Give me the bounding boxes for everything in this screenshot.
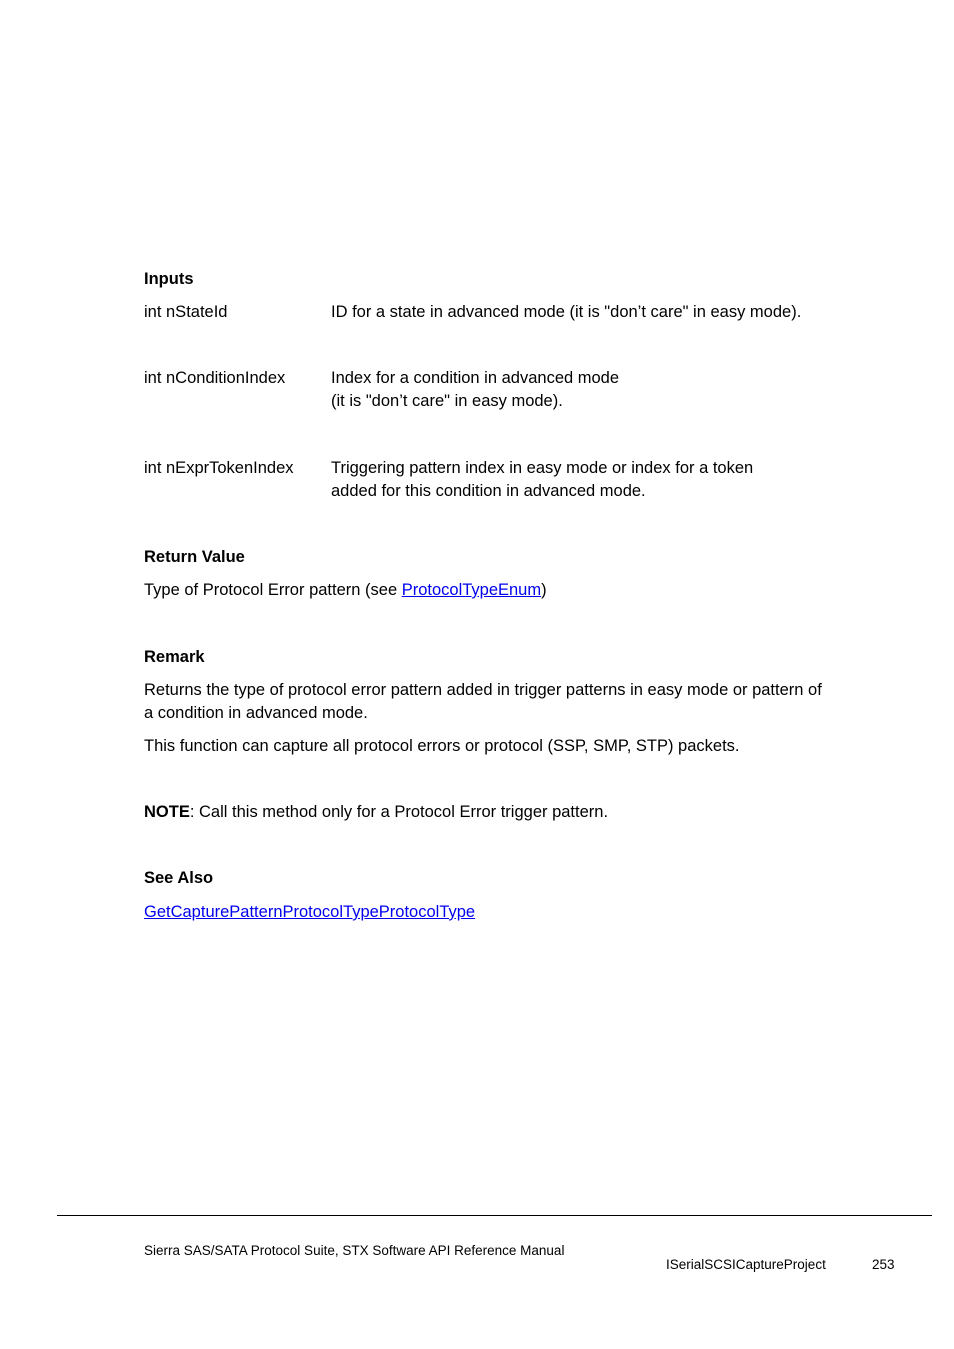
see-also-heading: See Also <box>144 869 214 887</box>
param-desc-line: Triggering pattern index in easy mode or index for a token <box>331 459 754 477</box>
param-desc-nstateid <box>331 301 911 324</box>
param-desc-line: (it is "don’t care" in easy mode). <box>331 392 563 410</box>
param-name-nconditionindex: int nConditionIndex <box>144 369 286 387</box>
note <box>144 801 608 824</box>
remark-heading: Remark <box>144 648 205 666</box>
footer-manual-title: Sierra SAS/SATA Protocol Suite, STX Software API Reference Manual <box>144 1243 565 1258</box>
note-label: NOTE <box>144 803 190 821</box>
footer-section: ISerialSCSICaptureProject <box>666 1257 826 1272</box>
param-name-nexprtokenindex: int nExprTokenIndex <box>144 459 294 477</box>
protocol-type-enum-link[interactable]: ProtocolTypeEnum <box>401 581 542 599</box>
param-desc-nexprtokenindex <box>331 457 911 503</box>
note-text: : Call this method only for a Protocol Error trigger pattern. <box>189 803 609 821</box>
return-value-prefix: Type of Protocol Error pattern (see <box>144 581 402 599</box>
footer-page-number: 253 <box>872 1257 895 1272</box>
footer-divider <box>57 1215 932 1216</box>
return-value-heading: Return Value <box>144 548 245 566</box>
see-also-link[interactable]: GetCapturePatternProtocolTypeProtocolType <box>144 903 476 921</box>
return-value-text <box>144 579 547 602</box>
remark-paragraph-2: This function can capture all protocol errors or protocol (SSP, SMP, STP) packets. <box>144 737 740 755</box>
inputs-heading: Inputs <box>144 270 194 288</box>
remark-line-2: a condition in advanced mode. <box>144 704 368 722</box>
param-desc-line: ID for a state in advanced mode (it is "don’t care" in easy mode). <box>331 303 802 321</box>
remark-line-1: Returns the type of protocol error pattern added in trigger patterns in easy mode or pattern of <box>144 681 822 699</box>
param-desc-line: Index for a condition in advanced mode <box>331 369 620 387</box>
return-value-suffix: ) <box>541 581 547 599</box>
param-desc-line: added for this condition in advanced mode. <box>331 482 646 500</box>
param-name-nstateid: int nStateId <box>144 303 228 321</box>
param-desc-nconditionindex <box>331 367 911 413</box>
